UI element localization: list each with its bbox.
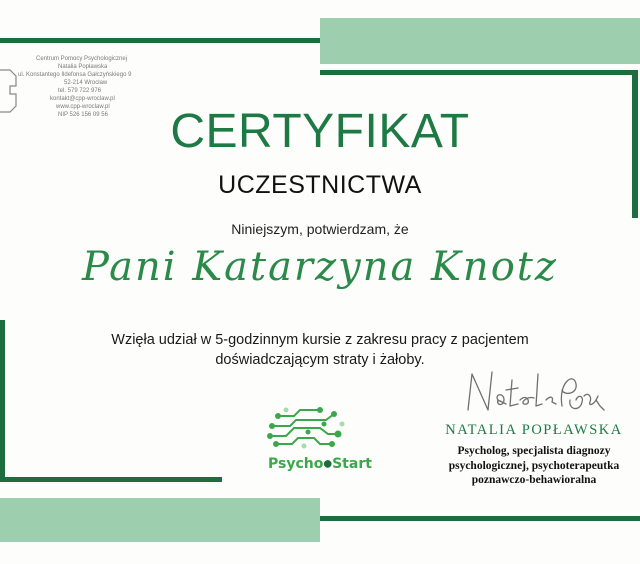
bottom-left-frame-line [0, 477, 222, 482]
logo-wordmark [268, 456, 372, 472]
certificate-subtitle: UCZESTNICTWA [218, 171, 422, 199]
logo-dot: ● [323, 458, 333, 470]
psychostart-logo [262, 406, 382, 478]
stamp-line: ul. Konstantego Ildefonsa Gałczyńskiego 9 [18, 72, 132, 78]
stamp-line: tel. 579 722 976 [58, 88, 102, 94]
top-frame-line [0, 38, 320, 43]
recipient-name: Pani Katarzyna Knotz [82, 244, 558, 290]
bottom-left-light-bar [0, 498, 320, 542]
top-right-light-bar [320, 18, 640, 64]
signer-role-line: Psycholog, specjalista diagnozy [457, 445, 611, 457]
logo-word-psycho: Psycho [268, 456, 324, 472]
certificate-title: CERTYFIKAT [170, 105, 470, 158]
signer-role [404, 444, 640, 488]
signer-name: NATALIA POPŁAWSKA [445, 422, 623, 438]
top-right-frame-line [320, 70, 636, 75]
logo-word-start: Start [332, 456, 372, 472]
stamp-line: Centrum Pomocy Psychologicznej [36, 56, 128, 62]
body-text [0, 330, 640, 370]
stamp-line: 52-214 Wrocław [64, 80, 108, 86]
stamp-line: Natalia Popławska [58, 64, 108, 70]
stamp-line: www.cpp-wroclaw.pl [56, 104, 110, 110]
handwritten-signature [458, 366, 608, 420]
body-line: Wzięła udział w 5-godzinnym kursie z zakresu pracy z pacjentem [111, 332, 529, 348]
body-line: doświadczającym straty i żałoby. [215, 352, 425, 368]
signer-role-line: psychologicznej, psychoterapeutka [448, 459, 620, 472]
stamp-line: NIP 526 156 09 56 [58, 112, 108, 118]
signer-role-line: poznawczo-behawioralna [471, 474, 597, 486]
intro-text: Niniejszym, potwierdzam, że [231, 221, 409, 237]
stamp-line: kontakt@cpp-wroclaw.pl [50, 96, 115, 102]
bottom-right-frame-line [320, 516, 640, 521]
brain-circuit-icon [264, 406, 348, 452]
